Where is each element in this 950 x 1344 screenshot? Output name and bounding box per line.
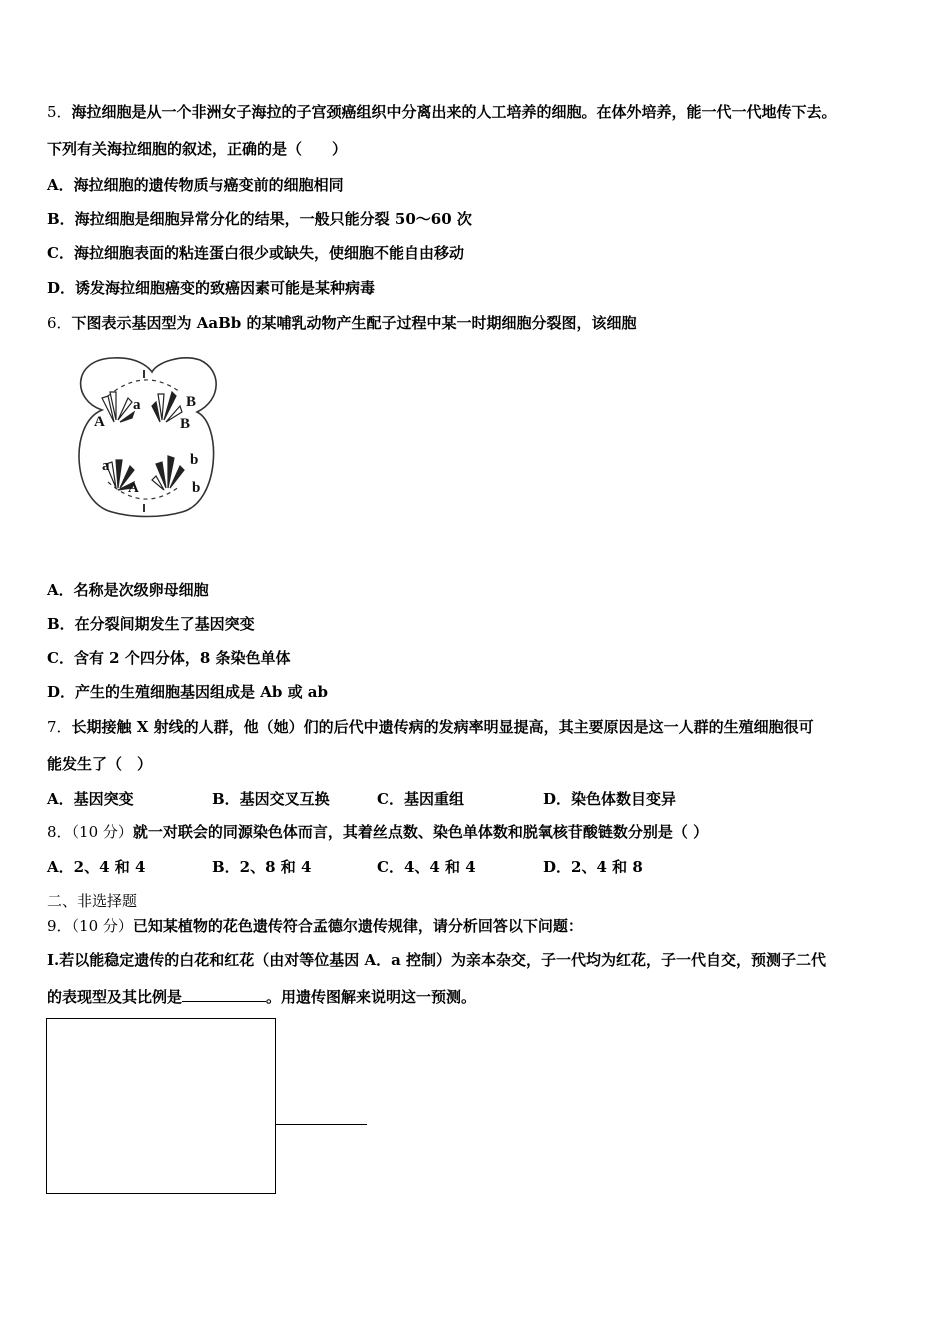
q7-number: 7． [47, 718, 72, 736]
chromosome-group-bottom-right [152, 456, 184, 490]
q7-option-b: B．基因交叉互换 [212, 790, 330, 808]
q8-option-d: D．2、4 和 8 [543, 858, 643, 876]
q6-option-a: A．名称是次级卵母细胞 [47, 581, 209, 599]
section-title: 二、非选择题 [47, 892, 138, 910]
q9-part1-line2 [47, 987, 476, 1007]
q8-stem-text: 就一对联会的同源染色体而言，其着丝点数、染色单体数和脱氧核苷酸链数分别是（ ） [132, 823, 709, 841]
q5-option-a: A．海拉细胞的遗传物质与癌变前的细胞相同 [47, 176, 344, 194]
q9-stem-text: 已知某植物的花色遗传符合孟德尔遗传规律，请分析回答以下问题： [132, 917, 583, 935]
label-B-top-1: B [186, 394, 197, 410]
chromosome-group-top-right [152, 392, 182, 422]
label-a-top: a [133, 397, 141, 413]
label-A-bottom: A [128, 480, 139, 496]
q6-stem [47, 313, 637, 333]
label-a-bottom: a [102, 458, 110, 474]
q6-option-b: B．在分裂间期发生了基因突变 [47, 615, 255, 633]
q5-option-d: D．诱发海拉细胞癌变的致癌因素可能是某种病毒 [47, 279, 376, 297]
chromosome-group-top-left [102, 392, 134, 422]
q6-option-c: C．含有 2 个四分体，8 条染色单体 [47, 649, 291, 667]
q9-part1-line1: I.若以能稳定遗传的白花和红花（由对等位基因 A．a 控制）为亲本杂交，子一代均为红花，子一代自交，预测子二代 [47, 951, 827, 969]
q5-stem-text: 海拉细胞是从一个非洲女子海拉的子宫颈癌组织中分离出来的人工培养的细胞。在体外培养，能一代一代地传下去。 [71, 103, 837, 121]
q9-stem [47, 916, 583, 936]
q6-stem-text: 下图表示基因型为 AaBb 的某哺乳动物产生配子过程中某一时期细胞分裂图，该细胞 [71, 314, 637, 332]
spindle-top [108, 380, 180, 396]
q8-option-c: C．4、4 和 4 [377, 858, 476, 876]
q6-option-d: D．产生的生殖细胞基因组成是 Ab 或 ab [47, 683, 329, 701]
q5-stem-line2: 下列有关海拉细胞的叙述，正确的是（ ） [47, 140, 348, 158]
cell-division-figure [72, 352, 222, 534]
q7-option-c: C．基因重组 [377, 790, 464, 808]
q8-option-a: A．2、4 和 4 [47, 858, 146, 876]
q8-stem [47, 822, 708, 842]
answer-box[interactable] [46, 1018, 276, 1194]
q9-part1-text-before: 的表现型及其比例是 [47, 988, 183, 1006]
q8-number: 8． [47, 823, 72, 841]
q7-stem-line2: 能发生了（ ） [47, 755, 153, 773]
q5-number: 5． [47, 103, 72, 121]
label-A-top: A [94, 414, 105, 430]
label-b-bottom-1: b [190, 452, 199, 468]
answer-line [275, 1124, 367, 1125]
q7-option-a: A．基因突变 [47, 790, 134, 808]
q7-stem-line1 [47, 717, 814, 737]
q7-option-d: D．染色体数目变异 [543, 790, 677, 808]
q8-score: （10 分） [71, 823, 133, 841]
q9-score: （10 分） [71, 917, 133, 935]
label-B-top-2: B [180, 416, 191, 432]
q9-answer-blank[interactable] [182, 987, 266, 1002]
q5-option-b: B．海拉细胞是细胞异常分化的结果，一般只能分裂 50～60 次 [47, 210, 472, 228]
q7-stem-text: 长期接触 X 射线的人群，他（她）们的后代中遗传病的发病率明显提高，其主要原因是这一人群的生殖细胞很可 [71, 718, 814, 736]
q9-number: 9． [47, 917, 72, 935]
q5-option-c: C．海拉细胞表面的粘连蛋白很少或缺失，使细胞不能自由移动 [47, 244, 464, 262]
q9-part1-text-after: 。用遗传图解来说明这一预测。 [266, 988, 477, 1006]
q6-number: 6． [47, 314, 72, 332]
label-b-bottom-2: b [192, 480, 201, 496]
q8-option-b: B．2、8 和 4 [212, 858, 312, 876]
q5-stem-line1 [47, 102, 837, 122]
